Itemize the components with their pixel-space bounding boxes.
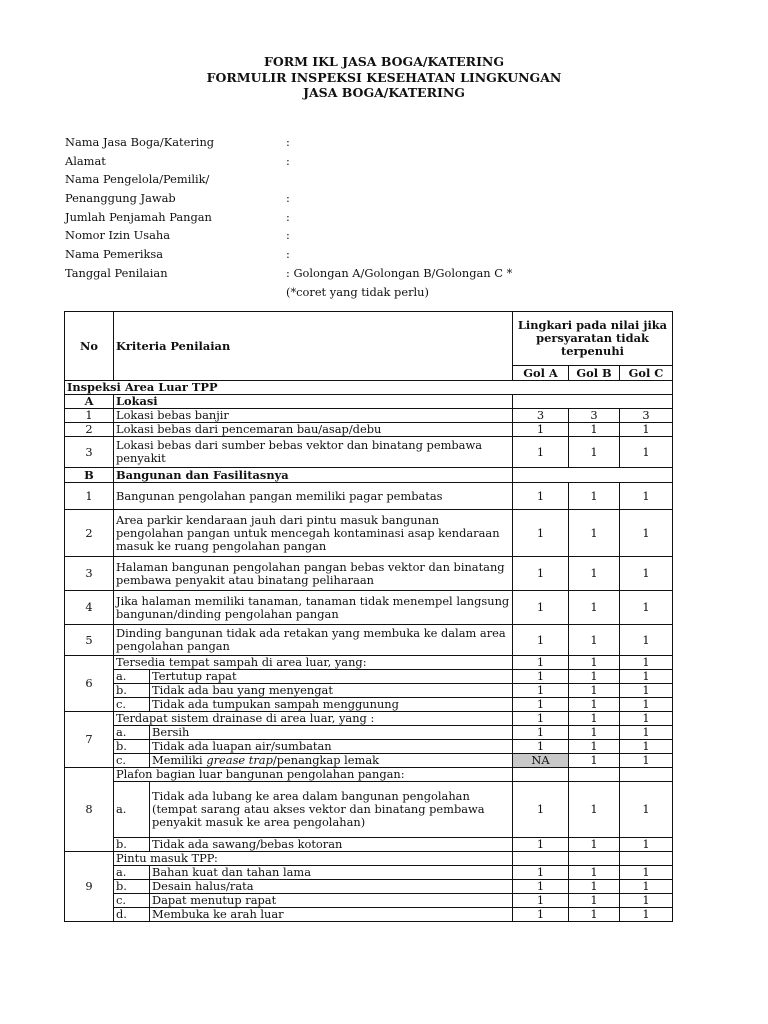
sub-label: c. (114, 754, 150, 768)
info-label: Jumlah Penjamah Pangan (65, 209, 212, 224)
table-row (65, 656, 673, 670)
score-gol-b[interactable]: 1 (569, 510, 620, 557)
row-no: 3 (65, 557, 114, 591)
group-code: B (65, 468, 114, 483)
group-title: Bangunan dan Fasilitasnya (114, 468, 513, 483)
score-gol-b[interactable]: 1 (569, 557, 620, 591)
info-value[interactable]: : (286, 209, 290, 224)
score-gol-a[interactable]: 1 (513, 557, 569, 591)
score-gol-a[interactable]: 1 (513, 880, 569, 894)
score-gol-c[interactable]: 1 (620, 782, 673, 838)
score-gol-a[interactable]: 1 (513, 684, 569, 698)
score-gol-c[interactable]: 1 (620, 838, 673, 852)
score-gol-c[interactable]: 1 (620, 908, 673, 922)
score-gol-c[interactable]: 3 (620, 409, 673, 423)
score-gol-c[interactable]: 1 (620, 591, 673, 625)
row-no: 2 (65, 423, 114, 437)
score-empty[interactable] (569, 768, 620, 782)
group-code: A (65, 395, 114, 409)
score-gol-c[interactable]: 1 (620, 740, 673, 754)
score-gol-a[interactable]: 1 (513, 712, 569, 726)
score-gol-a[interactable]: 1 (513, 740, 569, 754)
score-gol-c[interactable]: 1 (620, 510, 673, 557)
header-gol-c: Gol C (620, 366, 673, 381)
score-gol-b[interactable]: 1 (569, 782, 620, 838)
sub-label: c. (114, 894, 150, 908)
form-titles (0, 54, 768, 101)
score-gol-b[interactable]: 1 (569, 656, 620, 670)
table-row (65, 510, 673, 557)
header-criteria: Kriteria Penilaian (114, 312, 513, 381)
score-gol-b[interactable]: 1 (569, 754, 620, 768)
score-gol-b[interactable]: 1 (569, 591, 620, 625)
table-row (65, 423, 673, 437)
form-title-1: FORM IKL JASA BOGA/KATERING (263, 54, 505, 69)
score-gol-a[interactable]: 1 (513, 483, 569, 510)
score-gol-b[interactable]: 1 (569, 684, 620, 698)
sub-text: Dapat menutup rapat (150, 894, 513, 908)
info-note: (*coret yang tidak perlu) (286, 284, 429, 299)
header-no: No (65, 312, 114, 381)
sub-label: b. (114, 838, 150, 852)
score-gol-b[interactable]: 1 (569, 423, 620, 437)
score-gol-c[interactable]: 1 (620, 894, 673, 908)
table-row (65, 838, 673, 852)
score-gol-a[interactable]: 1 (513, 437, 569, 468)
table-row (65, 698, 673, 712)
sub-text: Tertutup rapat (150, 670, 513, 684)
score-empty[interactable] (513, 768, 569, 782)
score-gol-b[interactable]: 1 (569, 625, 620, 656)
sub-label: a. (114, 866, 150, 880)
table-row (65, 866, 673, 880)
table-row (65, 768, 673, 782)
sub-text: Membuka ke arah luar (150, 908, 513, 922)
sub-label: a. (114, 670, 150, 684)
score-gol-c[interactable]: 1 (620, 483, 673, 510)
row-text: Tersedia tempat sampah di area luar, yang: (114, 656, 513, 670)
form-title-2: FORMULIR INSPEKSI KESEHATAN LINGKUNGAN (206, 69, 562, 85)
row-text: Plafon bagian luar bangunan pengolahan pangan: (114, 768, 513, 782)
score-gol-a[interactable]: 1 (513, 838, 569, 852)
table-row (65, 684, 673, 698)
score-gol-a[interactable]: 1 (513, 625, 569, 656)
score-gol-b[interactable]: 3 (569, 409, 620, 423)
score-gol-b[interactable]: 1 (569, 483, 620, 510)
sub-text-em: grease trap (206, 753, 273, 767)
score-gol-a[interactable]: 1 (513, 866, 569, 880)
group-empty (513, 468, 673, 483)
table-row (65, 670, 673, 684)
sub-text: Bersih (150, 726, 513, 740)
table-row (65, 381, 673, 395)
sub-label: b. (114, 740, 150, 754)
score-gol-b[interactable]: 1 (569, 670, 620, 684)
sub-text: Tidak ada lubang ke area dalam bangunan pengolahan (tempat sarang atau akses vektor dan binatang pembawa penyakit masuk ke area pengolahan) (150, 782, 513, 838)
row-no: 4 (65, 591, 114, 625)
score-gol-a[interactable]: 1 (513, 908, 569, 922)
score-empty[interactable] (620, 768, 673, 782)
score-gol-a[interactable]: 1 (513, 670, 569, 684)
sub-text: Tidak ada tumpukan sampah menggunung (150, 698, 513, 712)
score-gol-a[interactable]: 1 (513, 726, 569, 740)
table-row (65, 468, 673, 483)
row-no: 5 (65, 625, 114, 656)
row-no: 1 (65, 409, 114, 423)
score-gol-a[interactable]: 1 (513, 423, 569, 437)
info-value[interactable]: : (286, 247, 290, 262)
score-gol-a[interactable]: 3 (513, 409, 569, 423)
score-empty[interactable] (513, 852, 569, 866)
score-gol-c[interactable]: 1 (620, 698, 673, 712)
row-no: 7 (65, 712, 114, 768)
score-gol-c[interactable]: 1 (620, 656, 673, 670)
score-gol-b[interactable]: 1 (569, 698, 620, 712)
table-row (65, 894, 673, 908)
table-row (65, 483, 673, 510)
row-no: 6 (65, 656, 114, 712)
row-no: 3 (65, 437, 114, 468)
table-row (65, 712, 673, 726)
table-row (65, 557, 673, 591)
table-row (65, 625, 673, 656)
table-row (65, 852, 673, 866)
row-text: Pintu masuk TPP: (114, 852, 513, 866)
header-lingkari: Lingkari pada nilai jika persyaratan tidak terpenuhi (513, 312, 673, 366)
score-gol-c[interactable]: 1 (620, 712, 673, 726)
score-gol-c[interactable]: 1 (620, 754, 673, 768)
table-row (65, 395, 673, 409)
score-gol-b[interactable]: 1 (569, 866, 620, 880)
info-label: Nama Pengelola/Pemilik/ (65, 172, 210, 187)
table-row (65, 782, 673, 838)
info-value[interactable]: : (286, 191, 290, 206)
row-text: Jika halaman memiliki tanaman, tanaman tidak menempel langsung bangunan/dinding pengolahan pangan (114, 591, 513, 625)
score-gol-c[interactable]: 1 (620, 684, 673, 698)
row-text: Lokasi bebas dari pencemaran bau/asap/debu (114, 423, 513, 437)
info-label: Nama Pemeriksa (65, 247, 164, 262)
score-gol-b[interactable]: 1 (569, 712, 620, 726)
row-text: Area parkir kendaraan jauh dari pintu masuk bangunan pengolahan pangan untuk mencegah kontaminasi asap kendaraan masuk ke ruang pengolahan pangan (114, 510, 513, 557)
table-row (65, 437, 673, 468)
score-gol-c[interactable]: 1 (620, 625, 673, 656)
score-gol-c[interactable]: 1 (620, 726, 673, 740)
table-row (65, 740, 673, 754)
row-text: Lokasi bebas banjir (114, 409, 513, 423)
score-gol-c[interactable]: 1 (620, 866, 673, 880)
table-row (65, 754, 673, 768)
score-gol-c[interactable]: 1 (620, 423, 673, 437)
info-label: Nomor Izin Usaha (65, 228, 171, 243)
row-no: 2 (65, 510, 114, 557)
info-label: Alamat (65, 153, 106, 168)
row-no: 1 (65, 483, 114, 510)
sub-text: Bahan kuat dan tahan lama (150, 866, 513, 880)
sub-label: b. (114, 684, 150, 698)
header-gol-b: Gol B (569, 366, 620, 381)
form-title-3: JASA BOGA/KATERING (303, 85, 465, 100)
info-value[interactable]: : Golongan A/Golongan B/Golongan C * (286, 265, 513, 280)
table-row (65, 908, 673, 922)
sub-label: c. (114, 698, 150, 712)
score-gol-a[interactable]: 1 (513, 894, 569, 908)
info-label: Nama Jasa Boga/Katering (65, 135, 215, 149)
sub-text: Tidak ada bau yang menyengat (150, 684, 513, 698)
score-gol-b[interactable]: 1 (569, 838, 620, 852)
sub-label: a. (114, 726, 150, 740)
table-row (65, 312, 673, 366)
row-text: Dinding bangunan tidak ada retakan yang membuka ke dalam area pengolahan pangan (114, 625, 513, 656)
table-row (65, 591, 673, 625)
group-title: Lokasi (114, 395, 513, 409)
score-gol-a[interactable]: 1 (513, 698, 569, 712)
score-gol-b[interactable]: 1 (569, 908, 620, 922)
score-gol-c[interactable]: 1 (620, 880, 673, 894)
score-empty[interactable] (569, 852, 620, 866)
sub-text: Tidak ada sawang/bebas kotoran (150, 838, 513, 852)
score-gol-c[interactable]: 1 (620, 670, 673, 684)
row-text: Terdapat sistem drainase di area luar, yang : (114, 712, 513, 726)
section-title: Inspeksi Area Luar TPP (65, 381, 673, 395)
sub-label: a. (114, 782, 150, 838)
info-value[interactable]: : (286, 228, 290, 243)
score-gol-b[interactable]: 1 (569, 894, 620, 908)
header-gol-a: Gol A (513, 366, 569, 381)
sub-text (150, 754, 513, 768)
row-no: 8 (65, 768, 114, 852)
table-row (65, 880, 673, 894)
row-text: Halaman bangunan pengolahan pangan bebas vektor dan binatang pembawa penyakit atau binatang peliharaan (114, 557, 513, 591)
score-gol-a[interactable]: 1 (513, 782, 569, 838)
table-row (65, 409, 673, 423)
score-gol-b[interactable]: 1 (569, 740, 620, 754)
row-no: 9 (65, 852, 114, 922)
table-row (65, 726, 673, 740)
sub-text-pre: Memiliki (152, 753, 207, 767)
score-gol-c[interactable]: 1 (620, 437, 673, 468)
score-gol-b[interactable]: 1 (569, 437, 620, 468)
score-gol-a[interactable]: 1 (513, 591, 569, 625)
sub-label: b. (114, 880, 150, 894)
sub-label: d. (114, 908, 150, 922)
score-gol-b[interactable]: 1 (569, 880, 620, 894)
score-gol-c[interactable]: 1 (620, 557, 673, 591)
sub-text-post: /penangkap lemak (272, 753, 380, 767)
group-empty (513, 395, 673, 409)
sub-text: Desain halus/rata (150, 880, 513, 894)
info-label: Tanggal Penilaian (65, 265, 168, 280)
inspection-table (64, 311, 673, 922)
score-gol-a[interactable]: NA (513, 754, 569, 768)
score-gol-a[interactable]: 1 (513, 656, 569, 670)
row-text: Bangunan pengolahan pangan memiliki pagar pembatas (114, 483, 513, 510)
info-value[interactable]: : (286, 153, 290, 168)
info-value[interactable]: : (286, 135, 290, 149)
sub-text: Tidak ada luapan air/sumbatan (150, 740, 513, 754)
score-gol-b[interactable]: 1 (569, 726, 620, 740)
info-label: Penanggung Jawab (65, 191, 176, 206)
score-empty[interactable] (620, 852, 673, 866)
row-text: Lokasi bebas dari sumber bebas vektor dan binatang pembawa penyakit (114, 437, 513, 468)
score-gol-a[interactable]: 1 (513, 510, 569, 557)
